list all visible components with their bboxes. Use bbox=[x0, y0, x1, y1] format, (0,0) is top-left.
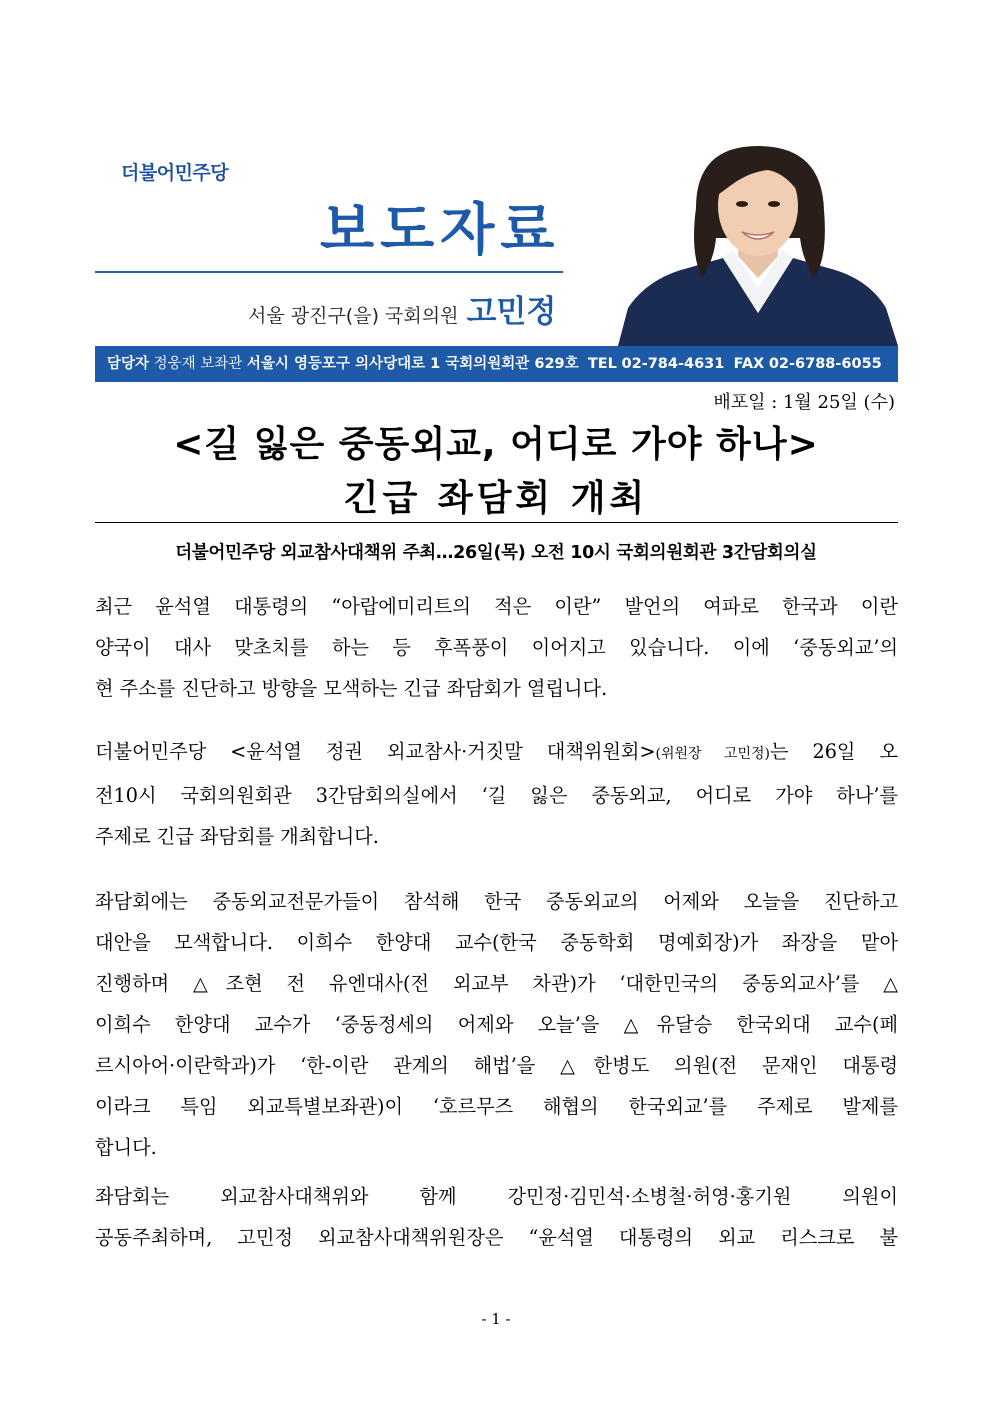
paragraph-line: 공동주최하며, 고민정 외교참사대책위원장은 “윤석열 대통령의 외교 리스크로 불 bbox=[95, 1226, 898, 1249]
paragraph-line: 좌담회는 외교참사대책위와 함께 강민정·김민석·소병철·허영·홍기원 의원이 bbox=[95, 1185, 898, 1208]
paragraph-line: 주제로 긴급 좌담회를 개최합니다. bbox=[95, 825, 379, 848]
tel-label: TEL bbox=[587, 356, 617, 372]
paragraph-fragment-small: (위원장 고민정) bbox=[655, 746, 770, 762]
paragraph-2 bbox=[95, 731, 898, 857]
fax-number: 02-6788-6055 bbox=[768, 356, 882, 372]
contact-bar bbox=[95, 346, 898, 382]
party-logo-part1: 더불어 bbox=[121, 163, 175, 184]
contact-label: 담당자 bbox=[107, 356, 150, 372]
person-portrait-icon bbox=[618, 138, 898, 346]
fax-label: FAX bbox=[733, 356, 765, 372]
paragraph-fragment: 는 26일 오 bbox=[769, 740, 898, 763]
paragraph-line: 이희수 한양대 교수가 ‘중동정세의 어제와 오늘’을 △유달승 한국외대 교수(페 bbox=[95, 1013, 898, 1036]
member-name: 고민정 bbox=[466, 294, 557, 330]
contact-address: 서울시 영등포구 의사당대로 1 국회의원회관 629호 bbox=[246, 356, 579, 372]
paragraph-3 bbox=[95, 881, 898, 1168]
tel-number: 02-784-4631 bbox=[621, 356, 725, 372]
paragraph-line: 이라크 특임 외교특별보좌관)이 ‘호르무즈 해협의 한국외교’를 주제로 발제를 bbox=[95, 1095, 898, 1118]
subheadline: 더불어민주당 외교참사대책위 주최…26일(목) 오전 10시 국회의원회관 3간담회의실 bbox=[175, 543, 817, 563]
release-date: 배포일 : 1월 25일 (수) bbox=[713, 392, 895, 413]
headline-line2: 긴급 좌담회 개최 bbox=[343, 478, 649, 519]
paragraph-line: 진행하며 △조현 전 유엔대사(전 외교부 차관)가 ‘대한민국의 중동외교사’를 △ bbox=[95, 972, 898, 995]
paragraph-line: 전10시 국회의원회관 3간담회의실에서 ‘길 잃은 중동외교, 어디로 가야 하나’를 bbox=[95, 784, 898, 807]
paragraph-line: 합니다. bbox=[95, 1136, 157, 1159]
title-divider bbox=[95, 522, 898, 523]
page-number: - 1 - bbox=[481, 1310, 511, 1328]
paragraph-line: 최근 윤석열 대통령의 “아랍에미리트의 적은 이란” 발언의 여파로 한국과 이란 bbox=[95, 595, 898, 618]
header-divider bbox=[95, 271, 563, 273]
party-logo bbox=[121, 158, 228, 185]
member-district: 서울 광진구(을) 국회의원 bbox=[248, 305, 459, 327]
paragraph-line: 르시아어·이란학과)가 ‘한-이란 관계의 해법’을 △한병도 의원(전 문재인 대통령 bbox=[95, 1054, 898, 1077]
paragraph-1 bbox=[95, 586, 898, 709]
paragraph-fragment: 더불어민주당 <윤석열 정권 외교참사·거짓말 대책위원회> bbox=[95, 740, 656, 763]
paragraph-line: 좌담회에는 중동외교전문가들이 참석해 한국 중동외교의 어제와 오늘을 진단하고 bbox=[95, 890, 898, 913]
press-release-title: 보도자료 bbox=[320, 198, 561, 263]
headline-line1: <길 잃은 중동외교, 어디로 가야 하나> bbox=[173, 424, 819, 465]
paragraph-line: 양국이 대사 맞초치를 하는 등 후폭풍이 이어지고 있습니다. 이에 ‘중동외교’의 bbox=[95, 636, 898, 659]
party-logo-part2: 민주당 bbox=[174, 163, 229, 184]
paragraph-line: 현 주소를 진단하고 방향을 모색하는 긴급 좌담회가 열립니다. bbox=[95, 677, 608, 700]
member-line bbox=[248, 286, 557, 330]
contact-staff: 정웅재 보좌관 bbox=[153, 356, 243, 372]
paragraph-line: 대안을 모색합니다. 이희수 한양대 교수(한국 중동학회 명예회장)가 좌장을 맡아 bbox=[95, 931, 898, 954]
paragraph-line bbox=[95, 731, 898, 775]
paragraph-4 bbox=[95, 1176, 898, 1258]
